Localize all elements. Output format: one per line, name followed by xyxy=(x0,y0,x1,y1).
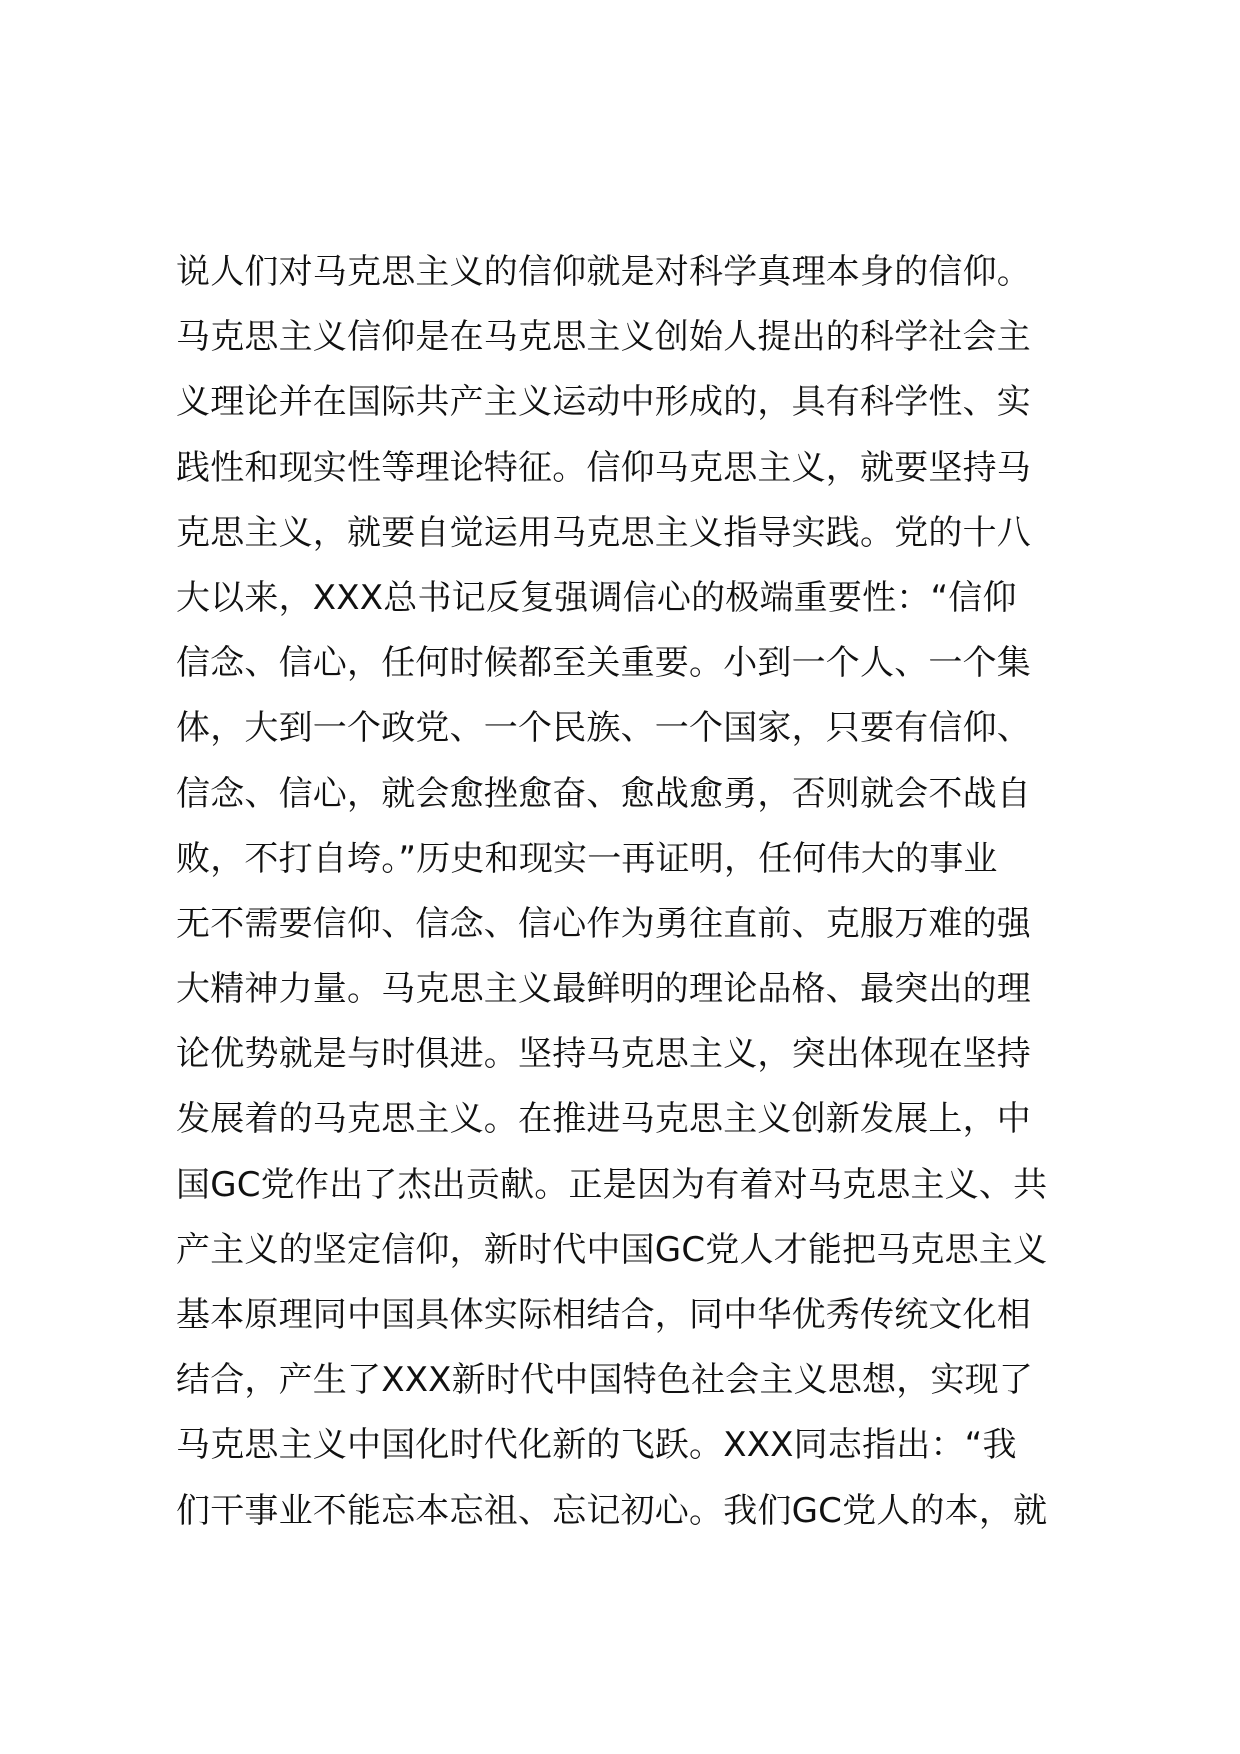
text-line: 说人们对马克思主义的信仰就是对科学真理本身的信仰。 xyxy=(176,252,1031,292)
text-line: 马克思主义信仰是在马克思主义创始人提出的科学社会主 xyxy=(176,317,1031,358)
text-line: 们干事业不能忘本忘祖、忘记初心。我们GC党人的本，就 xyxy=(176,1490,1048,1531)
text-line: 产主义的坚定信仰，新时代中国GC党人才能把马克思主义 xyxy=(176,1229,1048,1270)
text-line: 发展着的马克思主义。在推进马克思主义创新发展上，中 xyxy=(176,1099,1031,1140)
text-line: 义理论并在国际共产主义运动中形成的，具有科学性、实 xyxy=(176,382,1031,423)
text-line: 败，不打自垮。”历史和现实一再证明，任何伟大的事业 xyxy=(176,838,998,879)
text-line: 马克思主义中国化时代化新的飞跃。XXX同志指出：“我 xyxy=(176,1425,1017,1466)
text-line: 大精神力量。马克思主义最鲜明的理论品格、最突出的理 xyxy=(176,969,1031,1010)
text-line: 论优势就是与时俱进。坚持马克思主义，突出体现在坚持 xyxy=(176,1034,1031,1075)
text-line: 克思主义，就要自觉运用马克思主义指导实践。党的十八 xyxy=(176,512,1031,553)
text-line: 信念、信心，就会愈挫愈奋、愈战愈勇，否则就会不战自 xyxy=(176,773,1031,814)
text-line: 基本原理同中国具体实际相结合，同中华优秀传统文化相 xyxy=(176,1295,1031,1335)
text-line: 结合，产生了XXX新时代中国特色社会主义思想，实现了 xyxy=(176,1360,1034,1401)
body-paragraph xyxy=(176,240,1126,1544)
text-line: 践性和现实性等理论特征。信仰马克思主义，就要坚持马 xyxy=(176,447,1031,488)
text-line: 信念、信心，任何时候都至关重要。小到一个人、一个集 xyxy=(176,643,1031,684)
text-line: 无不需要信仰、信念、信心作为勇往直前、克服万难的强 xyxy=(176,903,1031,944)
text-line: 国GC党作出了杰出贡献。正是因为有着对马克思主义、共 xyxy=(176,1164,1048,1205)
text-line: 体，大到一个政党、一个民族、一个国家，只要有信仰、 xyxy=(176,708,1031,749)
text-line: 大以来，XXX总书记反复强调信心的极端重要性：“信仰 xyxy=(176,577,1017,618)
